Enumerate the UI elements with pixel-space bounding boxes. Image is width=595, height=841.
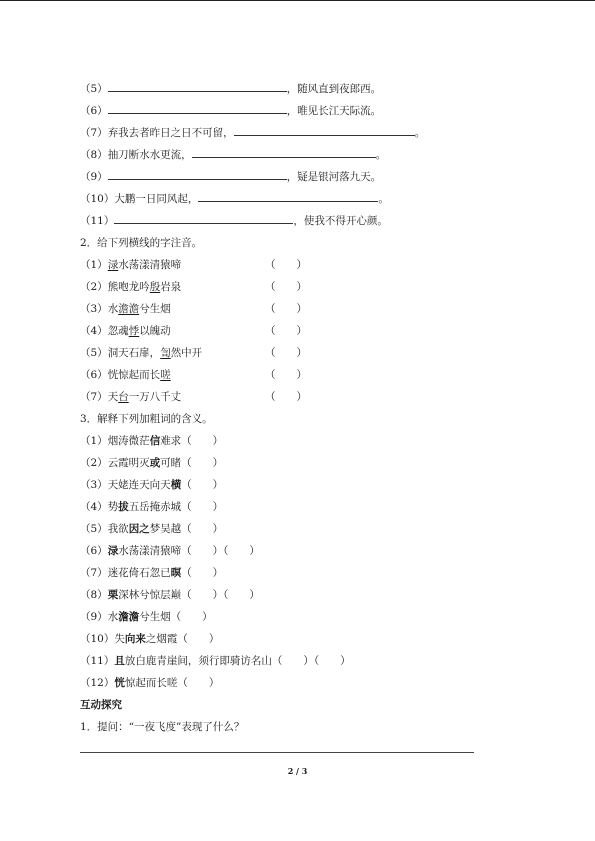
fill-item: （8）抽刀断水水更流， 。 (80, 144, 520, 166)
pinyin-item: （5）洞天石扉，訇然中开 （ ） (80, 342, 520, 364)
underlined-char: 渌 (107, 259, 119, 271)
underlined-char: 訇 (160, 347, 171, 359)
answer-blank[interactable] (108, 167, 287, 180)
bold-word: 向来 (124, 633, 146, 645)
meaning-item: （1）烟涛微茫信难求（ ） (80, 435, 224, 447)
question-3-title: 3．解释下列加粗词的含义。 (80, 413, 213, 425)
meaning-item: （8）栗深林兮惊层巅（ ）（ ） (80, 589, 260, 601)
underlined-char: 殷 (149, 281, 161, 293)
answer-blank[interactable] (108, 101, 287, 114)
answer-paren[interactable]: （ ） (265, 325, 307, 337)
bold-word: 或 (149, 457, 161, 469)
underlined-char: 悸 (128, 325, 140, 337)
answer-blank[interactable] (192, 145, 376, 158)
meaning-item: （4）势拔五岳掩赤城（ ） (80, 501, 224, 513)
meaning-item: （6）渌水荡漾清猿啼（ ）（ ） (80, 545, 260, 557)
bold-word: 拔 (118, 501, 129, 513)
meaning-item: （5）我欲因之梦吴越（ ） (80, 523, 224, 535)
answer-paren[interactable]: （ ） (265, 391, 307, 403)
bold-word: 且 (114, 655, 125, 667)
page-number: 2 / 3 (287, 766, 308, 776)
answer-paren[interactable]: （ ） (265, 303, 307, 315)
bold-word: 渌 (107, 545, 119, 557)
meaning-item: （10）失向来之烟霞（ ） (80, 633, 220, 645)
meaning-item: （2）云霞明灭或可睹（ ） (80, 457, 224, 469)
underlined-char: 嗟 (160, 369, 171, 381)
pinyin-item: （4）忽魂悸以魄动 （ ） (80, 320, 520, 342)
meaning-item: （7）迷花倚石忽已暝（ ） (80, 567, 224, 579)
meaning-item: （11）且放白鹿青崖间，须行即骑访名山（ ）（ ） (80, 655, 351, 667)
meaning-item: （12）恍惊起而长嗟（ ） (80, 677, 220, 689)
fill-item: （6） ，唯见长江天际流。 (80, 100, 520, 122)
answer-blank[interactable] (198, 189, 378, 202)
meaning-item: （9）水澹澹兮生烟（ ） (80, 611, 213, 623)
fill-item: （7）弃我去者昨日之日不可留， 。 (80, 122, 520, 144)
underlined-char: 澹澹 (118, 303, 140, 315)
worksheet-page (80, 78, 520, 738)
answer-paren[interactable]: （ ） (265, 369, 307, 381)
bold-word: 暝 (170, 567, 182, 579)
bold-word: 横 (170, 479, 182, 491)
answer-paren[interactable]: （ ） (265, 259, 307, 271)
fill-item: （10）大鹏一日同风起， 。 (80, 188, 520, 210)
pinyin-item: （3）水澹澹兮生烟 （ ） (80, 298, 520, 320)
fill-item: （11） ，使我不得开心颜。 (80, 210, 520, 232)
top-rule (0, 0, 595, 1)
bold-word: 澹澹 (118, 611, 140, 623)
pinyin-item: （6）恍惊起而长嗟 （ ） (80, 364, 520, 386)
answer-blank[interactable] (114, 211, 293, 224)
answer-paren[interactable]: （ ） (265, 347, 307, 359)
section-heading: 互动探究 (80, 699, 122, 711)
meaning-item: （3）天姥连天向天横（ ） (80, 479, 224, 491)
underlined-char: 台 (118, 391, 129, 403)
fill-item: （5） ，随风直到夜郎西。 (80, 78, 520, 100)
pinyin-item: （2）熊咆龙吟殷岩泉 （ ） (80, 276, 520, 298)
question-2-title: 2．给下列横线的字注音。 (80, 237, 203, 249)
pinyin-item: （7）天台一万八千丈 （ ） (80, 386, 520, 408)
bold-word: 因之 (128, 523, 150, 535)
pinyin-item: （1）渌水荡漾清猿啼 （ ） (80, 254, 520, 276)
bold-word: 栗 (107, 589, 119, 601)
answer-blank[interactable] (234, 123, 415, 136)
bold-word: 恍 (114, 677, 125, 689)
answer-blank[interactable] (108, 79, 287, 92)
answer-paren[interactable]: （ ） (265, 281, 307, 293)
answer-line[interactable] (80, 752, 474, 753)
fill-item: （9） ，疑是银河落九天。 (80, 166, 520, 188)
bold-word: 信 (149, 435, 161, 447)
discussion-question: 1．提问：“一夜飞度”表现了什么？ (80, 721, 245, 733)
